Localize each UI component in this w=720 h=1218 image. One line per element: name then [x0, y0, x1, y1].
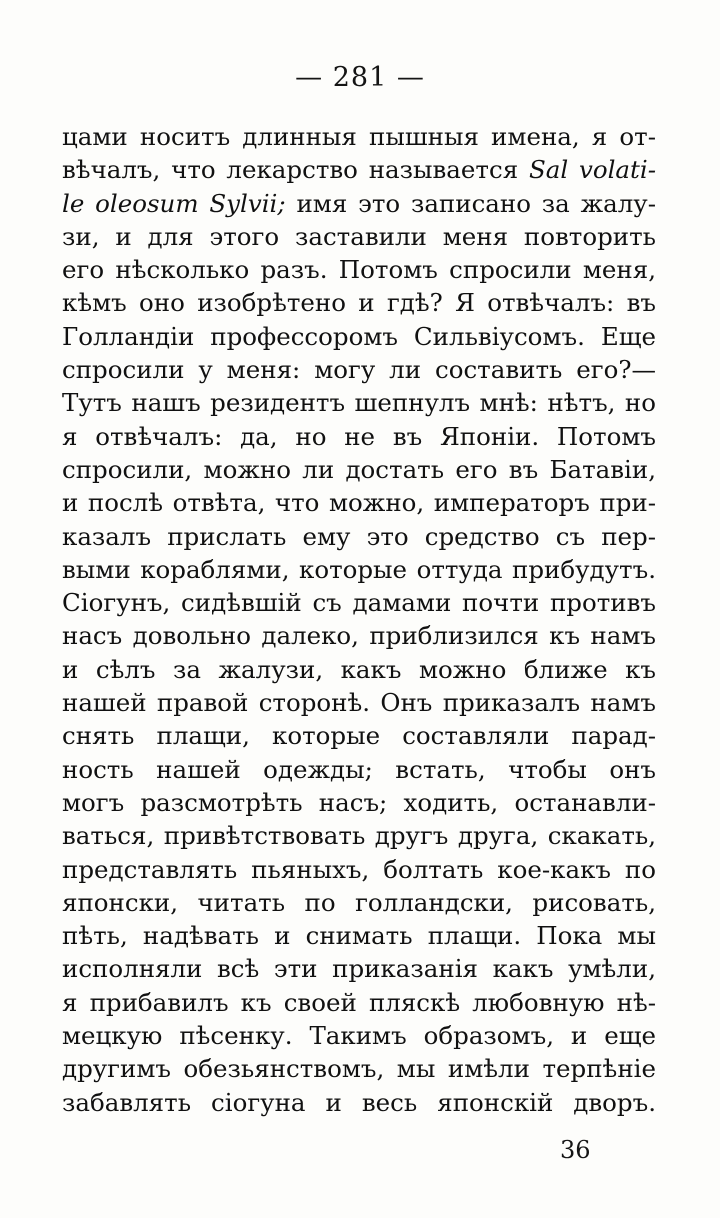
text-line-4: зи, и для этого заставили меня повторить [62, 221, 656, 251]
text-line-26: исполняли всѣ эти приказанія какъ умѣли, [62, 954, 656, 984]
text-line-21: могъ разсмотрѣть насъ; ходить, останавли- [62, 787, 656, 817]
text-line-29: другимъ обезьянствомъ, мы имѣли терпѣніе [62, 1054, 656, 1084]
text-line-18: нашей правой сторонѣ. Онъ приказалъ намъ [62, 688, 656, 718]
text-line-30: забавлять сіогуна и весь японскій дворъ. [62, 1087, 656, 1117]
text-line-19: снять плащи, которые составляли парад- [62, 721, 656, 751]
text-line-5: его нѣсколько разъ. Потомъ спросили меня, [62, 255, 656, 285]
text-line-2-start: вѣчалъ, что лекарство называется [62, 155, 519, 185]
text-line-24: японски, читать по голландски, рисовать, [62, 887, 656, 917]
text-line-17: и сѣлъ за жалузи, какъ можно ближе къ [62, 654, 656, 684]
text-line-13: казалъ прислать ему это средство съ пер- [62, 521, 656, 551]
text-line-28: мецкую пѣсенку. Такимъ образомъ, и еще [62, 1021, 656, 1051]
text-line-8: спросили у меня: могу ли составить его?— [62, 355, 656, 385]
text-line-14: выми кораблями, которые оттуда прибудутъ. [62, 554, 656, 584]
text-line-25: пѣть, надѣвать и снимать плащи. Пока мы [62, 921, 656, 951]
text-line-16: насъ довольно далеко, приблизился къ намъ [62, 621, 656, 651]
body-text [62, 120, 656, 1119]
text-line-20: ность нашей одежды; встать, чтобы онъ [62, 754, 656, 784]
text-line-9: Тутъ нашъ резидентъ шепнулъ мнѣ: нѣтъ, но [62, 388, 656, 418]
text-line-11: спросили, можно ли достать его въ Батавіи, [62, 454, 656, 484]
text-line-3 [62, 187, 656, 220]
text-line-22: ваться, привѣтствовать другъ друга, скакать, [62, 821, 656, 851]
text-line-27: я прибавилъ къ своей пляскѣ любовную нѣ- [62, 987, 656, 1017]
text-line-6: кѣмъ оно изобрѣтено и гдѣ? Я отвѣчалъ: въ [62, 288, 656, 318]
latin-term-part2: le oleosum Sylvii; [62, 188, 286, 218]
page-number: — 281 — [295, 62, 425, 93]
latin-term-part1: Sal volati- [528, 155, 656, 185]
text-line-2 [62, 153, 656, 186]
text-line-1: цами носитъ длинныя пышныя имена, я от- [62, 122, 656, 151]
text-line-3-end: имя это записано за жалу- [296, 188, 656, 218]
text-line-7: Голландіи профессоромъ Сильвіусомъ. Еще [62, 321, 656, 351]
text-line-12: и послѣ отвѣта, что можно, императоръ при- [62, 488, 656, 518]
text-line-15: Сіогунъ, сидѣвшій съ дамами почти противъ [62, 588, 656, 618]
signature-mark: 36 [560, 1136, 591, 1164]
text-line-10: я отвѣчалъ: да, но не въ Японіи. Потомъ [62, 421, 656, 451]
text-line-23: представлять пьяныхъ, болтать кое-какъ по [62, 854, 656, 884]
